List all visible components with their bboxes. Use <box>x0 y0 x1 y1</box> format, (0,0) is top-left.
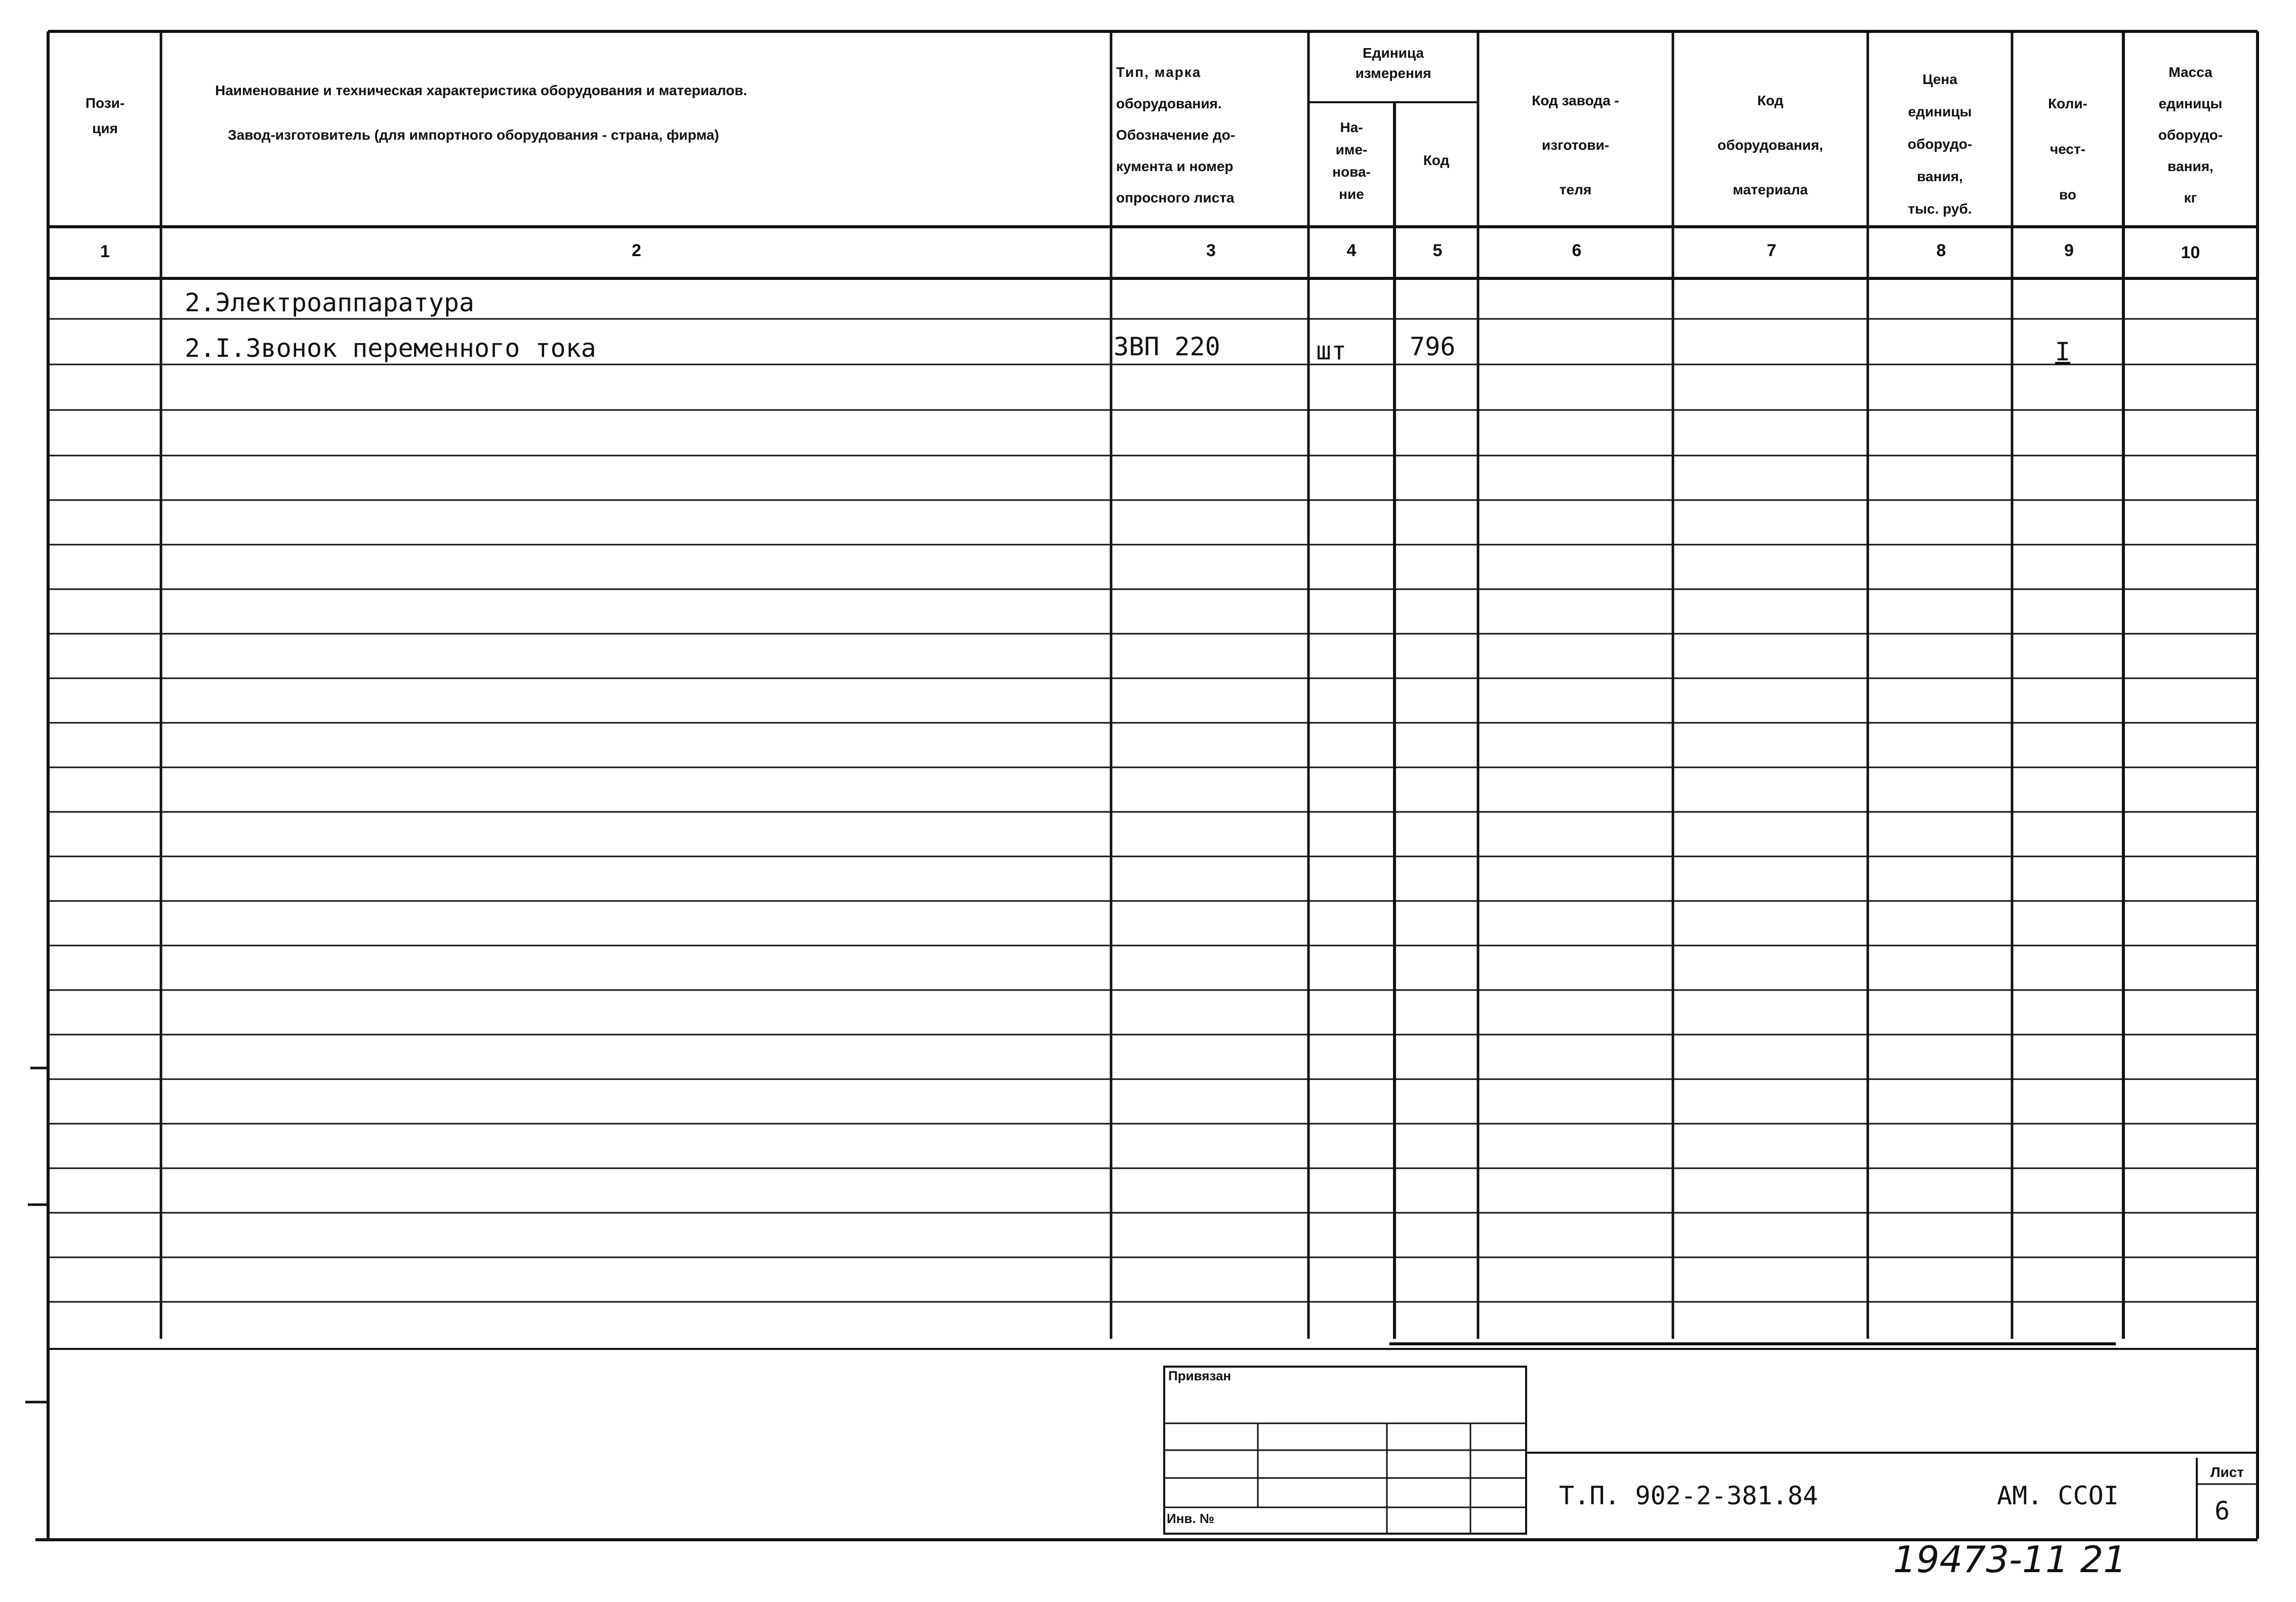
row-type: ЗВП 220 <box>1114 332 1220 361</box>
column-number: 4 <box>1346 241 1357 260</box>
column-number: 6 <box>1572 241 1582 260</box>
header-quantity: Коли- чест- во <box>2048 96 2087 202</box>
header-unit-code: Код <box>1423 152 1450 168</box>
row-name: 2.I.Звонок переменного тока <box>185 334 596 363</box>
document-code: АМ. ССОI <box>1997 1481 2119 1510</box>
column-number: 1 <box>100 242 110 261</box>
sheet-number: 6 <box>2215 1496 2230 1526</box>
column-number: 3 <box>1206 241 1216 260</box>
header-equipment-code: Код оборудования, материала <box>1717 93 1823 197</box>
column-number: 7 <box>1767 241 1777 260</box>
row-unit-name: шт <box>1316 336 1347 365</box>
column-number: 8 <box>1936 241 1946 260</box>
header-unit-group: Единица измерения <box>1355 45 1431 81</box>
header-mass: Масса единицы оборудо- вания, кг <box>2158 64 2223 206</box>
row-quantity: I <box>2055 337 2071 366</box>
row-name: 2.Электроаппаратура <box>185 288 474 317</box>
column-number: 10 <box>2181 243 2200 262</box>
header-position: Пози- ция <box>85 95 125 136</box>
sheet-label: Лист <box>2210 1464 2244 1480</box>
header-price: Цена единицы оборудо- вания, тыс. руб. <box>1907 71 1973 217</box>
stamp-privyazan: Привязан <box>1168 1368 1232 1383</box>
header-type: Тип, марка оборудования. Обозначение до- кумента и номер опросного листа <box>1116 64 1236 206</box>
header-unit-name: На- име- нова- ние <box>1332 119 1371 202</box>
row-unit-code: 796 <box>1410 332 1456 361</box>
column-number: 2 <box>632 241 641 260</box>
column-number: 5 <box>1432 241 1443 260</box>
header-factory-code: Код завода - изготови- теля <box>1532 93 1619 197</box>
column-number: 9 <box>2064 241 2074 260</box>
handwritten-inventory-note: 19473-11 21 <box>1893 1538 2127 1581</box>
header-name: Наименование и техническая характеристика оборудования и материалов. Завод-изготовитель (для импортного оборудования - страна, фирма) <box>215 83 748 143</box>
stamp-inventory-number: Инв. № <box>1167 1511 1214 1526</box>
document-designation: Т.П. 902-2-381.84 <box>1559 1481 1818 1510</box>
